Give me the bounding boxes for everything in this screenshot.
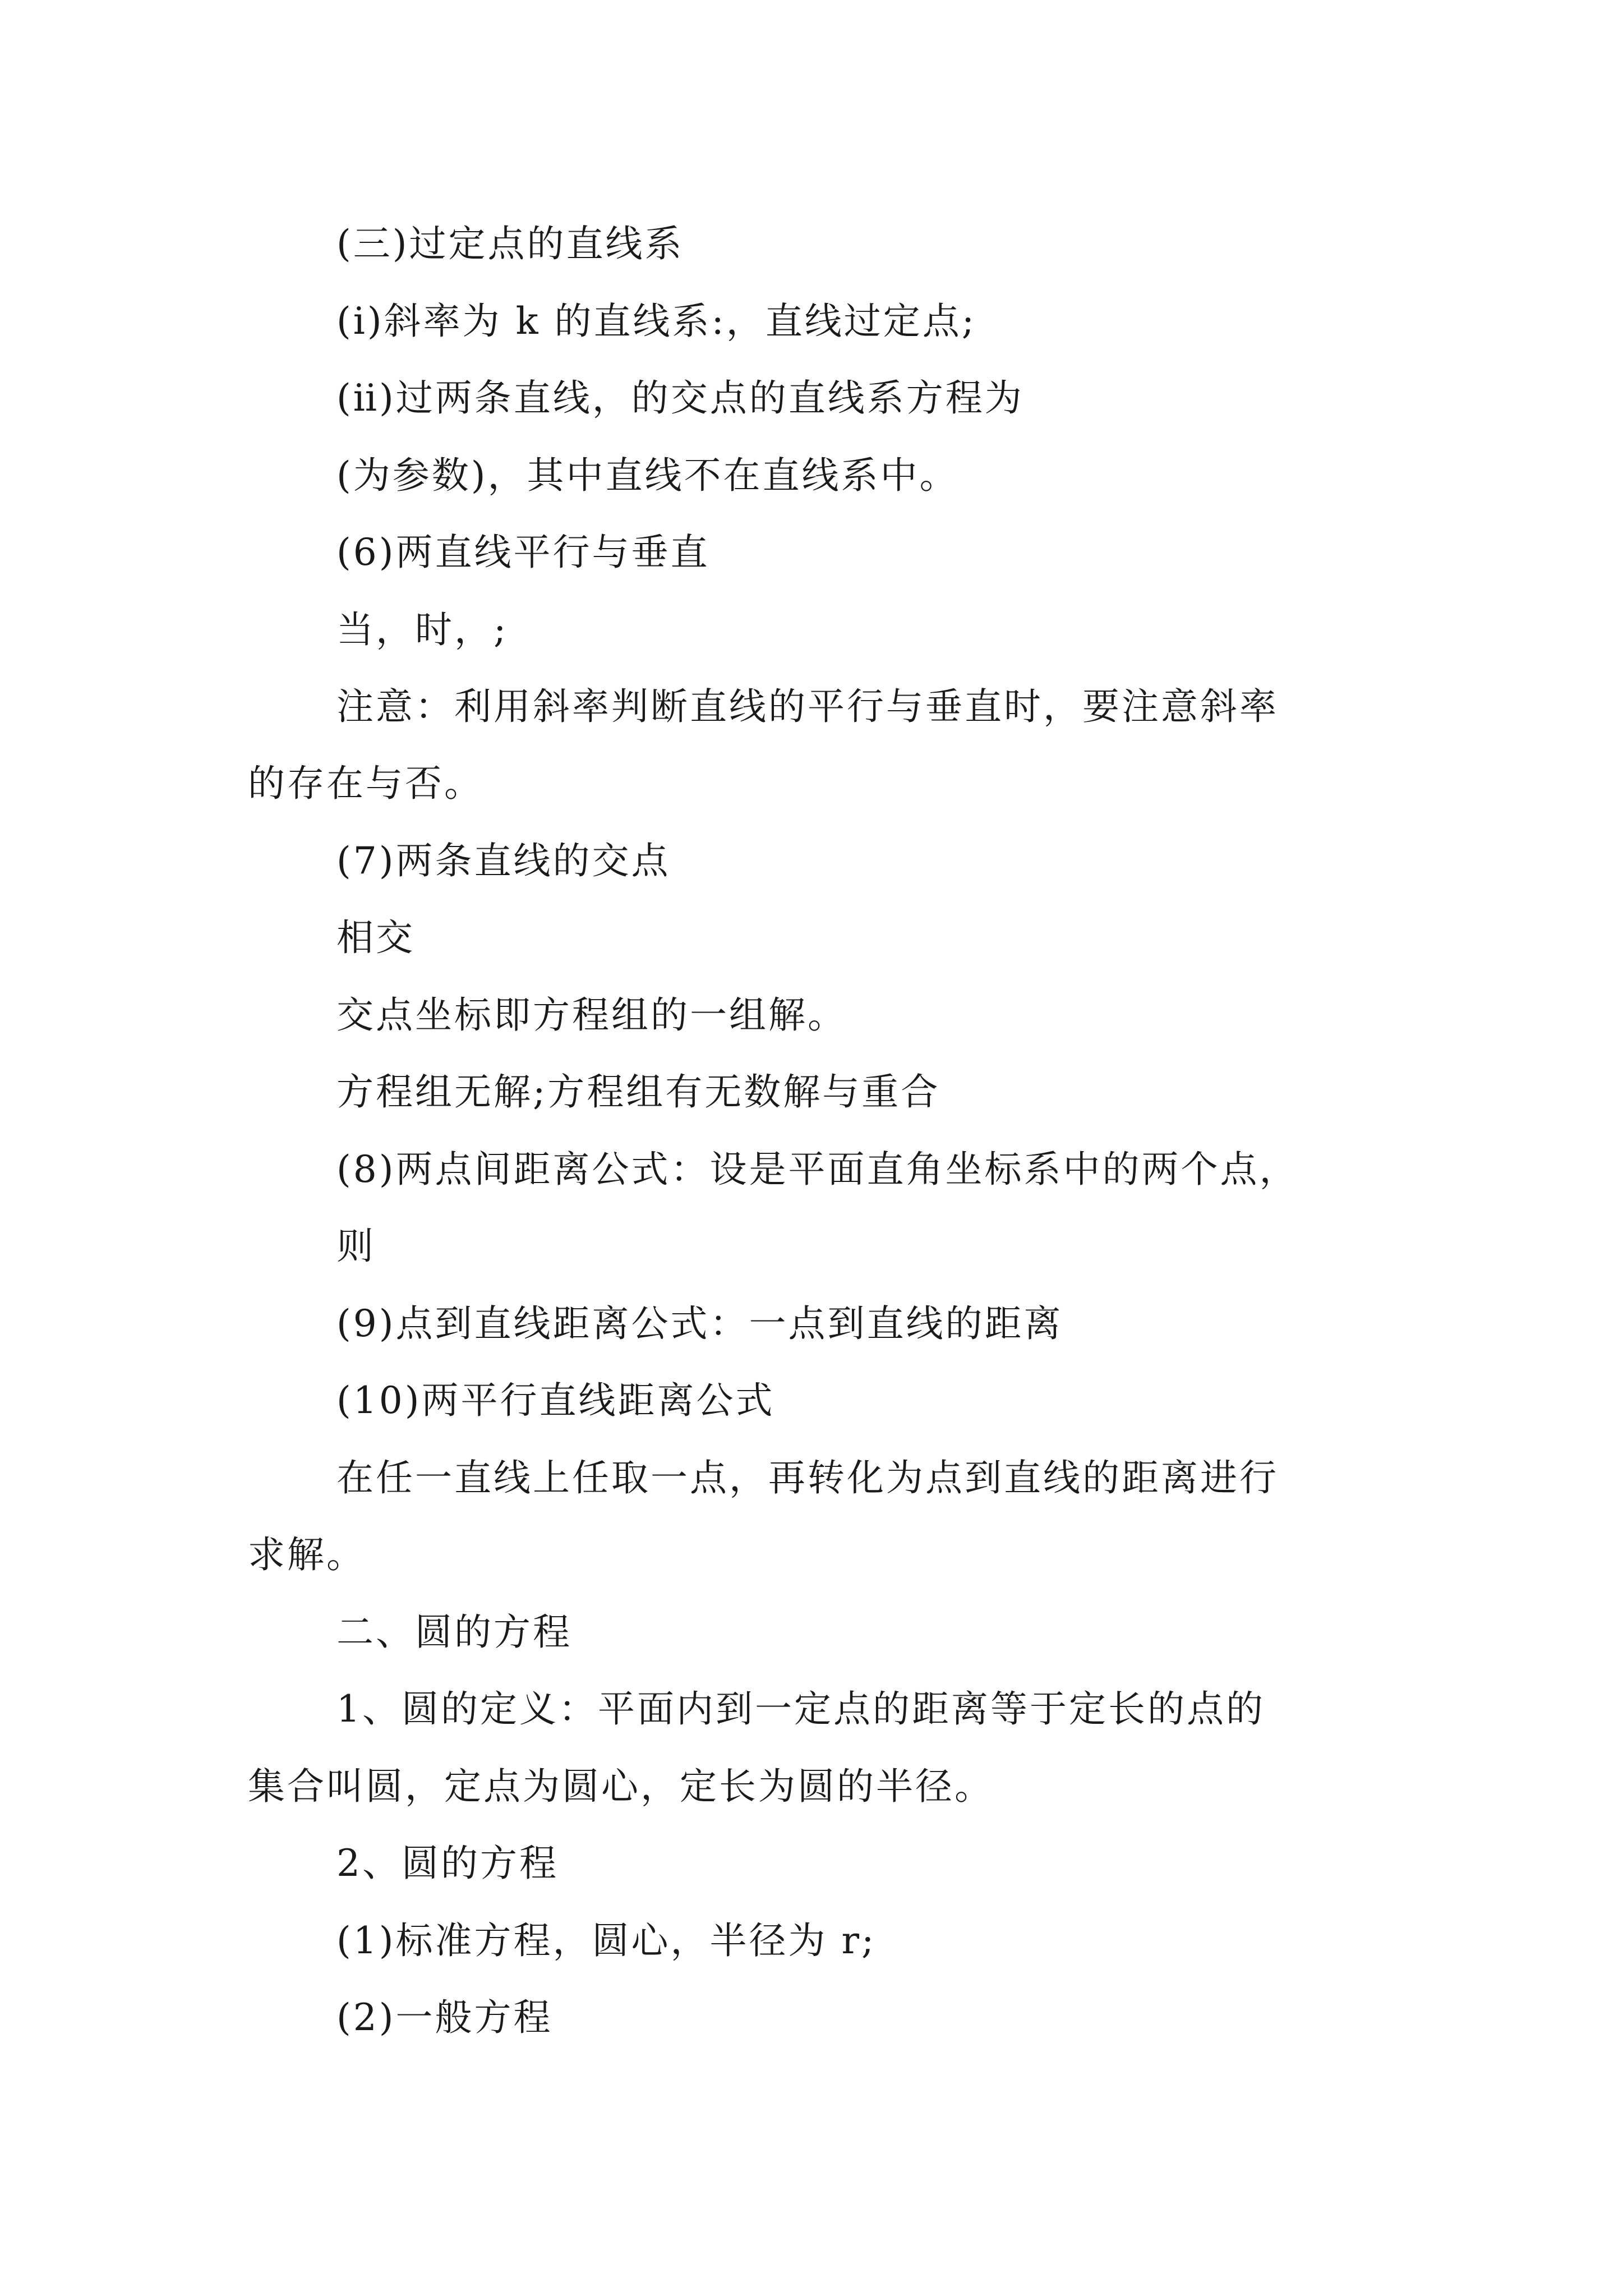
paragraph-continuation: 求解。: [248, 1533, 366, 1576]
paragraph-line: 则: [336, 1225, 376, 1268]
section-heading-parallel-perpendicular: (6)两直线平行与垂直: [336, 531, 710, 574]
paragraph-line: 相交: [336, 916, 415, 959]
paragraph-continuation: 集合叫圆，定点为圆心，定长为圆的半径。: [248, 1765, 994, 1808]
paragraph-line: (ⅱ)过两条直线，的交点的直线系方程为: [336, 376, 1024, 420]
paragraph-line: (2)一般方程: [336, 1996, 553, 2039]
paragraph-continuation: 的存在与否。: [248, 762, 483, 805]
paragraph-line: (ⅰ)斜率为 k 的直线系:，直线过定点;: [336, 300, 977, 343]
paragraph-line: (1)标准方程，圆心，半径为 r;: [336, 1919, 877, 1962]
section-heading-circle-equations: 2、圆的方程: [336, 1842, 559, 1885]
section-heading-point-line-distance: (9)点到直线距离公式：一点到直线的距离: [336, 1302, 1063, 1345]
section-heading-parallel-line-distance: (10)两平行直线距离公式: [336, 1379, 775, 1422]
paragraph-line: (为参数)，其中直线不在直线系中。: [336, 454, 959, 497]
paragraph-line: 在任一直线上任取一点，再转化为点到直线的距离进行: [336, 1456, 1279, 1499]
paragraph-line: 当，时，;: [336, 608, 509, 651]
paragraph-line: 1、圆的定义：平面内到一定点的距离等于定长的点的: [336, 1687, 1265, 1731]
section-heading-fixed-point-line-family: (三)过定点的直线系: [336, 222, 684, 265]
section-heading-circle-equation: 二、圆的方程: [336, 1611, 572, 1654]
paragraph-line: 注意：利用斜率判断直线的平行与垂直时，要注意斜率: [336, 685, 1279, 728]
section-heading-intersection: (7)两条直线的交点: [336, 839, 671, 882]
paragraph-line: 方程组无解;方程组有无数解与重合: [336, 1070, 940, 1114]
section-heading-two-point-distance: (8)两点间距离公式：设是平面直角坐标系中的两个点，: [336, 1148, 1299, 1191]
paragraph-line: 交点坐标即方程组的一组解。: [336, 993, 847, 1037]
